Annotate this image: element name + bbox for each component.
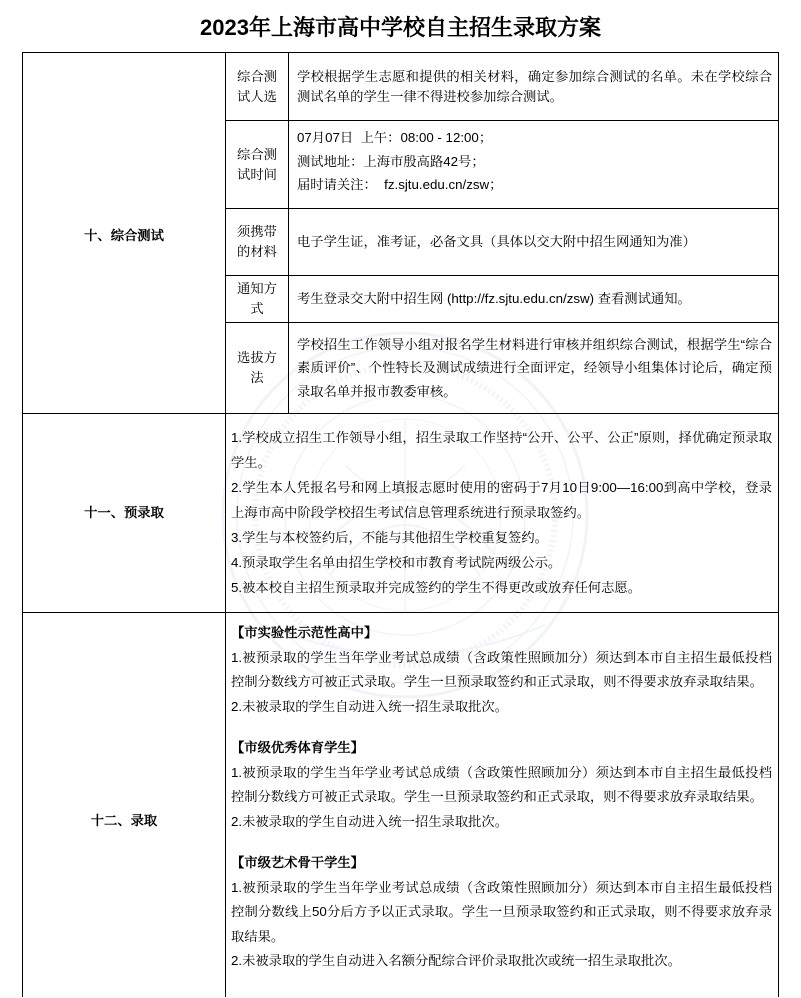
admission-item: 2.未被录取的学生自动进入统一招生录取批次。 (231, 698, 509, 714)
preadmission-item: 4.预录取学生名单由招生学校和市教育考试院两级公示。 (231, 555, 562, 570)
row-content-materials: 电子学生证，准考证，必备文具（具体以交大附中招生网通知为准） (289, 209, 779, 276)
row-label-materials: 须携带的材料 (226, 209, 289, 276)
admission-plan-table (22, 52, 779, 997)
test-website-line: 届时请关注： fz.sjtu.edu.cn/zsw； (297, 177, 503, 192)
section11-label: 十一、预录取 (23, 414, 226, 613)
test-address-line: 测试地址：上海市殷高路42号； (297, 153, 485, 169)
admission-group-sports (231, 736, 772, 834)
row-content-time (289, 121, 779, 209)
section11-row (23, 414, 779, 613)
preadmission-item: 5.被本校自主招生预录取并完成签约的学生不得更改或放弃任何志愿。 (231, 580, 641, 595)
section10-row-candidates (23, 53, 779, 121)
section10-label: 十、综合测试 (23, 53, 226, 414)
admission-group-experimental (231, 621, 772, 719)
section12-content (226, 613, 779, 997)
admission-group-arts (231, 851, 772, 974)
row-label-time: 综合测试时间 (226, 121, 289, 209)
section12-label: 十二、录取 (23, 613, 226, 997)
group-heading: 【市级优秀体育学生】 (231, 740, 364, 755)
admission-item: 1.被预录取的学生当年学业考试总成绩（含政策性照顾加分）须达到本市自主招生最低投档控制分数线方可被正式录取。学生一旦预录取签约和正式录取，则不得要求放弃录取结果。 (231, 649, 772, 689)
row-label-notice: 通知方式 (226, 276, 289, 323)
section12-row (23, 613, 779, 997)
preadmission-item: 3.学生与本校签约后，不能与其他招生学校重复签约。 (231, 530, 548, 545)
section11-content (226, 414, 779, 613)
row-content-notice: 考生登录交大附中招生网 (http://fz.sjtu.edu.cn/zsw) 查看测试通知。 (289, 276, 779, 323)
admission-item: 1.被预录取的学生当年学业考试总成绩（含政策性照顾加分）须达到本市自主招生最低投档控制分数线方可被正式录取。学生一旦预录取签约和正式录取，则不得要求放弃录取结果。 (231, 764, 772, 804)
group-heading: 【市实验性示范性高中】 (231, 625, 378, 640)
row-content-candidates: 学校根据学生志愿和提供的相关材料，确定参加综合测试的名单。未在学校综合测试名单的学生一律不得进校参加综合测试。 (289, 53, 779, 121)
admission-item: 2.未被录取的学生自动进入统一招生录取批次。 (231, 813, 509, 829)
preadmission-item: 1.学校成立招生工作领导小组，招生录取工作坚持“公开、公平、公正”原则，择优确定预录取学生。 (231, 430, 772, 470)
admission-item: 2.未被录取的学生自动进入名额分配综合评价录取批次或统一招生录取批次。 (231, 953, 681, 968)
document-title: 2023年上海市高中学校自主招生录取方案 (200, 15, 601, 40)
row-label-candidates: 综合测试人选 (226, 53, 289, 121)
test-date-line: 07月07日 上午：08:00 - 12:00； (297, 130, 493, 145)
preadmission-item: 2.学生本人凭报名号和网上填报志愿时使用的密码于7月10日9:00—16:00到高中学校，登录上海市高中阶段学校招生考试信息管理系统进行预录取签约。 (231, 480, 772, 520)
row-label-selection: 选拔方法 (226, 323, 289, 414)
group-heading: 【市级艺术骨干学生】 (231, 855, 364, 870)
admission-item: 1.被预录取的学生当年学业考试总成绩（含政策性照顾加分）须达到本市自主招生最低投档控制分数线上50分后方予以正式录取。学生一旦预录取签约和正式录取，则不得要求放弃录取结果。 (231, 879, 772, 944)
row-content-selection: 学校招生工作领导小组对报名学生材料进行审核并组织综合测试，根据学生“综合素质评价”、个性特长及测试成绩进行全面评定，经领导小组集体讨论后，确定预录取名单并报市教委审核。 (289, 323, 779, 414)
